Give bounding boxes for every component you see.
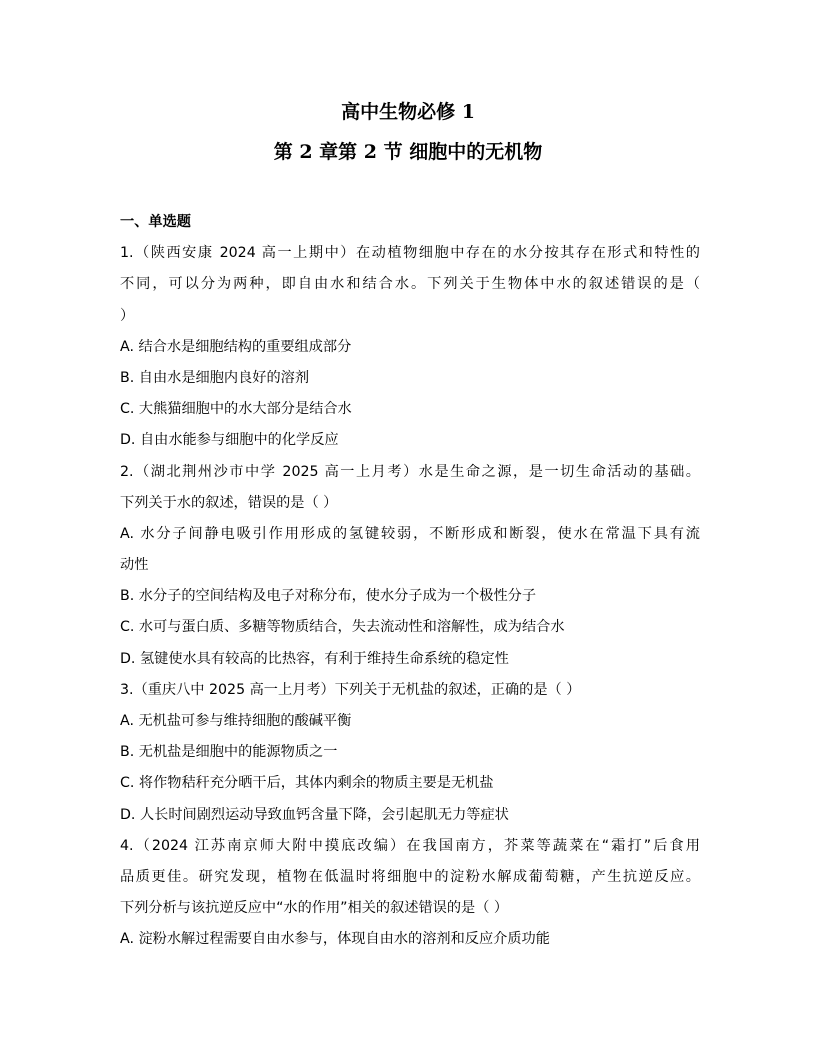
question-3-text: 3.（重庆八中 2025 高一上月考）下列关于无机盐的叙述，正确的是（ ） <box>120 681 581 698</box>
question-2-option-b: B. 水分子的空间结构及电子对称分布，使水分子成为一个极性分子 <box>120 588 537 605</box>
document-subtitle: 第 2 章第 2 节 细胞中的无机物 <box>273 141 543 163</box>
question-2-option-a-line-1: A. 水分子间静电吸引作用形成的氢键较弱，不断形成和断裂，使水在常温下具有流 <box>120 525 700 542</box>
question-3-option-c: C. 将作物秸秆充分晒干后，其体内剩余的物质主要是无机盐 <box>120 775 494 792</box>
question-3-option-d: D. 人长时间剧烈运动导致血钙含量下降，会引起肌无力等症状 <box>120 806 509 823</box>
question-4-text-line-1: 4.（2024 江苏南京师大附中摸底改编）在我国南方，芥菜等蔬菜在“霜打”后食用 <box>120 837 700 854</box>
question-3-option-a: A. 无机盐可参与维持细胞的酸碱平衡 <box>120 713 352 729</box>
question-1-text-line-2: 不同，可以分为两种，即自由水和结合水。下列关于生物体中水的叙述错误的是（ <box>120 276 700 293</box>
question-1-text-line-3: ） <box>120 307 135 324</box>
question-1-option-d: D. 自由水能参与细胞中的化学反应 <box>120 432 339 449</box>
question-1-text-line-1: 1.（陕西安康 2024 高一上期中）在动植物细胞中存在的水分按其存在形式和特性的 <box>120 245 700 262</box>
question-4-option-a: A. 淀粉水解过程需要自由水参与，体现自由水的溶剂和反应介质功能 <box>120 931 550 948</box>
question-2-text-line-2: 下列关于水的叙述，错误的是（ ） <box>120 494 338 511</box>
section-heading: 一、单选题 <box>120 214 191 230</box>
question-4-text-line-2: 品质更佳。研究发现，植物在低温时将细胞中的淀粉水解成葡萄糖，产生抗逆反应。 <box>120 868 700 885</box>
question-1-option-a: A. 结合水是细胞结构的重要组成部分 <box>120 338 352 355</box>
question-2-option-a-line-2: 动性 <box>120 557 149 574</box>
question-3-option-b: B. 无机盐是细胞中的能源物质之一 <box>120 744 338 761</box>
question-1-option-c: C. 大熊猫细胞中的水大部分是结合水 <box>120 401 352 418</box>
question-2-text-line-1: 2.（湖北荆州沙市中学 2025 高一上月考）水是生命之源，是一切生命活动的基础。 <box>120 463 700 480</box>
question-2-option-d: D. 氢键使水具有较高的比热容，有利于维持生命系统的稳定性 <box>120 650 509 667</box>
question-2-option-c: C. 水可与蛋白质、多糖等物质结合，失去流动性和溶解性，成为结合水 <box>120 619 565 636</box>
question-4-text-line-3: 下列分析与该抗逆反应中“水的作用”相关的叙述错误的是（ ） <box>120 900 509 917</box>
document-title: 高中生物必修 1 <box>341 101 475 123</box>
question-1-option-b: B. 自由水是细胞内良好的溶剂 <box>120 369 310 386</box>
document-body <box>120 207 700 956</box>
